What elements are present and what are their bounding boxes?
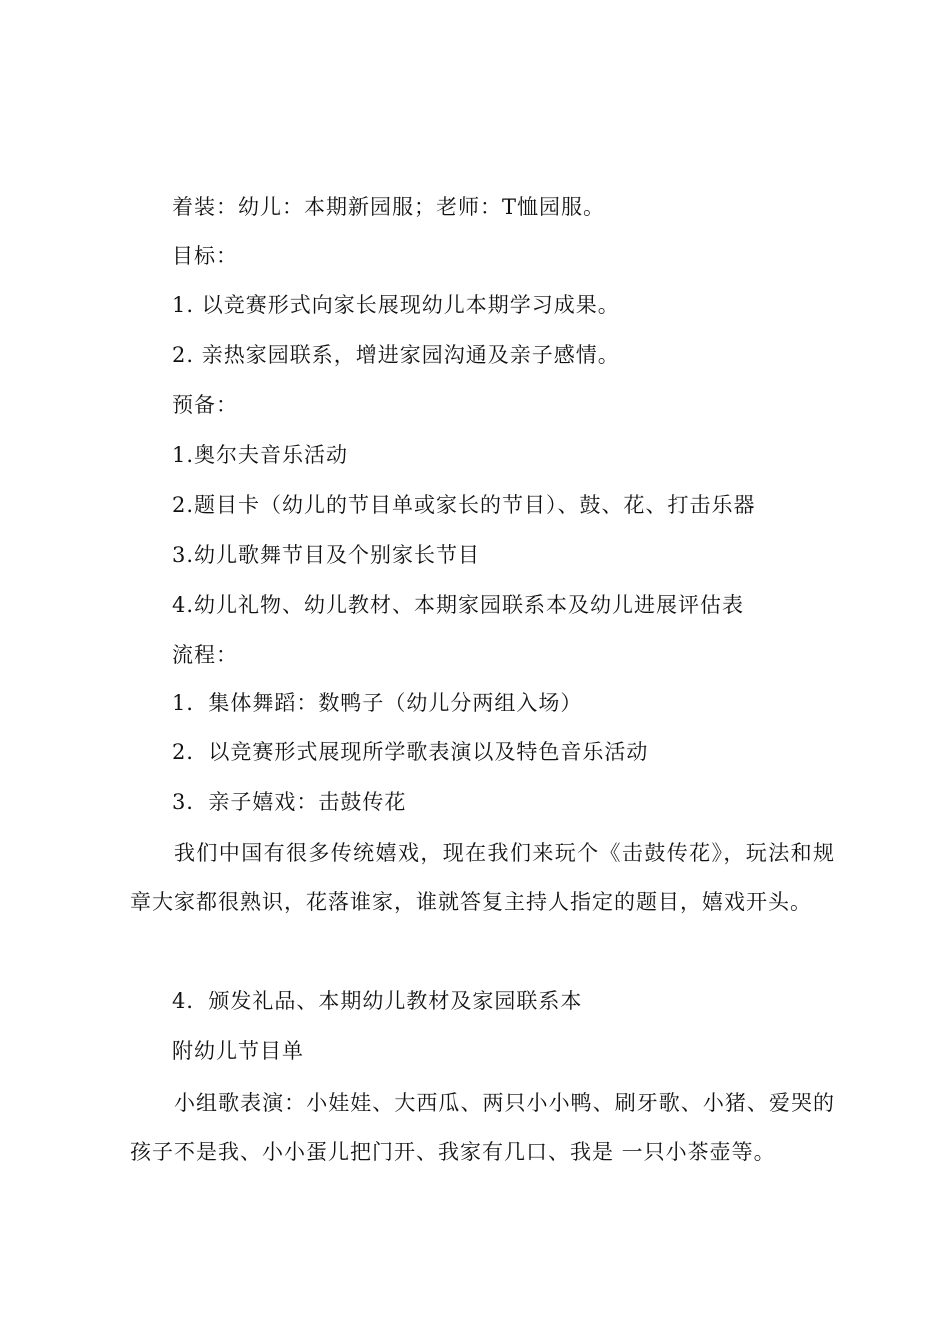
preparation-item-4: 4.幼儿礼物、幼儿教材、本期家园联系本及幼儿进展评估表 xyxy=(172,593,745,617)
goal-item-2: 2. 亲热家园联系，增进家园沟通及亲子感情。 xyxy=(172,343,620,367)
program-list-paragraph: 小组歌表演：小娃娃、大西瓜、两只小小鸭、刷牙歌、小猪、爱哭的孩子不是我、小小蛋儿把门开、我家有几口、我是 一只小茶壶等。 xyxy=(130,1091,835,1164)
game-description-paragraph: 我们中国有很多传统嬉戏，现在我们来玩个《击鼓传花》，玩法和规章大家都很熟识，花落谁家，谁就答复主持人指定的题目，嬉戏开头。 xyxy=(130,841,835,914)
appendix-heading: 附幼儿节目单 xyxy=(172,1039,304,1063)
preparation-heading: 预备： xyxy=(172,393,238,417)
preparation-item-3: 3.幼儿歌舞节目及个别家长节目 xyxy=(172,543,481,567)
preparation-item-2: 2.题目卡（幼儿的节目单或家长的节目）、鼓、花、打击乐器 xyxy=(172,493,756,517)
goal-item-1: 1. 以竞赛形式向家长展现幼儿本期学习成果。 xyxy=(172,293,620,317)
process-heading: 流程： xyxy=(172,643,238,667)
process-item-2: 2．以竞赛形式展现所学歌表演以及特色音乐活动 xyxy=(172,740,649,764)
goals-heading: 目标： xyxy=(172,244,238,268)
attire-line: 着装：幼儿：本期新园服；老师：T恤园服。 xyxy=(172,195,606,219)
process-item-3: 3．亲子嬉戏：击鼓传花 xyxy=(172,790,407,814)
process-item-4: 4．颁发礼品、本期幼儿教材及家园联系本 xyxy=(172,989,583,1013)
process-item-1: 1．集体舞蹈：数鸭子（幼儿分两组入场） xyxy=(172,691,583,715)
preparation-item-1: 1.奥尔夫音乐活动 xyxy=(172,443,349,467)
